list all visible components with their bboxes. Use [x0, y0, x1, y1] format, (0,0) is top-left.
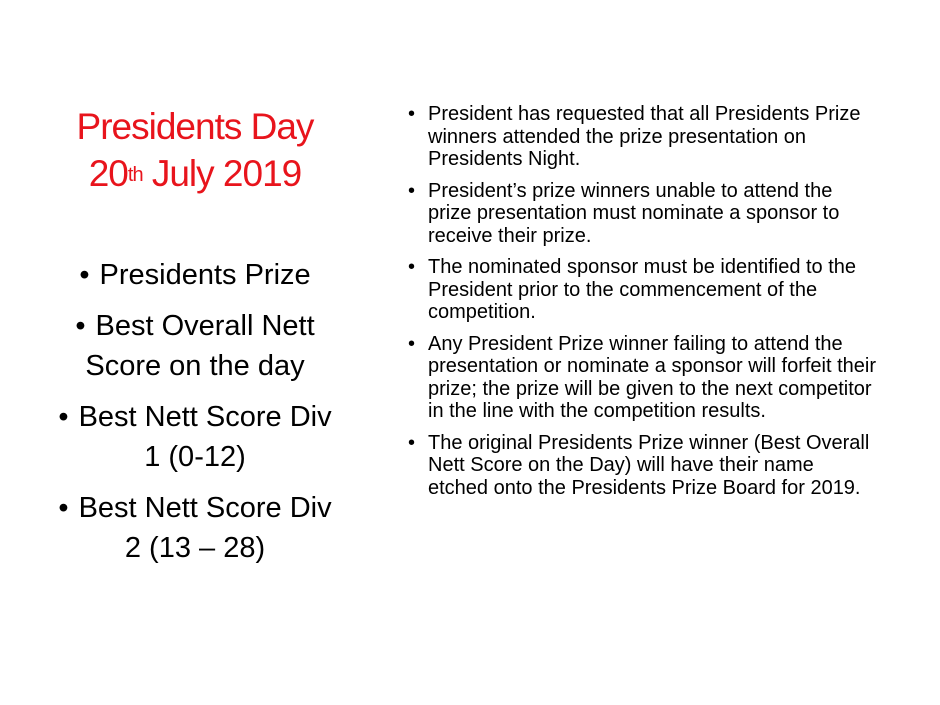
rule-item: [408, 256, 878, 324]
rule-item: [408, 333, 878, 423]
title-date-suffix: th: [127, 164, 143, 186]
bullet-icon: •: [408, 103, 416, 125]
rule-text: The original Presidents Prize winner (Best Overall Nett Score on the Day) will have their name etched onto the Presidents Prize Board for 2019.: [428, 431, 870, 499]
bullet-icon: •: [408, 332, 416, 355]
rule-text: Any President Prize winner failing to attend the presentation or nominate a sponsor will forfeit their prize; the prize will be given to the next competitor in the line with the competition results.: [428, 332, 877, 422]
rule-item: [408, 432, 878, 500]
bullet-icon: •: [408, 179, 416, 202]
slide-title: [40, 103, 350, 197]
title-line-2: [40, 150, 350, 197]
rule-item: [408, 180, 878, 248]
prize-list: [50, 255, 340, 579]
rule-item: [408, 103, 878, 171]
prize-item: • Best Nett Score Div 1 (0-12): [50, 397, 340, 477]
prize-item: • Best Nett Score Div 2 (13 – 28): [50, 488, 340, 568]
prize-item: • Presidents Prize: [50, 255, 340, 295]
rule-text: The nominated sponsor must be identified to the President prior to the commencement of the competition.: [428, 256, 857, 323]
prize-item: • Best Overall Nett Score on the day: [50, 306, 340, 386]
bullet-icon: •: [408, 431, 416, 454]
rule-text: President has requested that all Presidents Prize winners attended the prize presentation on Presidents Night.: [428, 103, 861, 170]
title-date-rest: July 2019: [142, 153, 302, 194]
rule-text: President’s prize winners unable to attend the prize presentation must nominate a sponsor to receive their prize.: [428, 179, 840, 247]
rules-list: [408, 103, 878, 508]
title-date-day: 20: [88, 153, 128, 194]
title-line-1: Presidents Day: [76, 106, 314, 147]
bullet-icon: •: [408, 256, 416, 278]
